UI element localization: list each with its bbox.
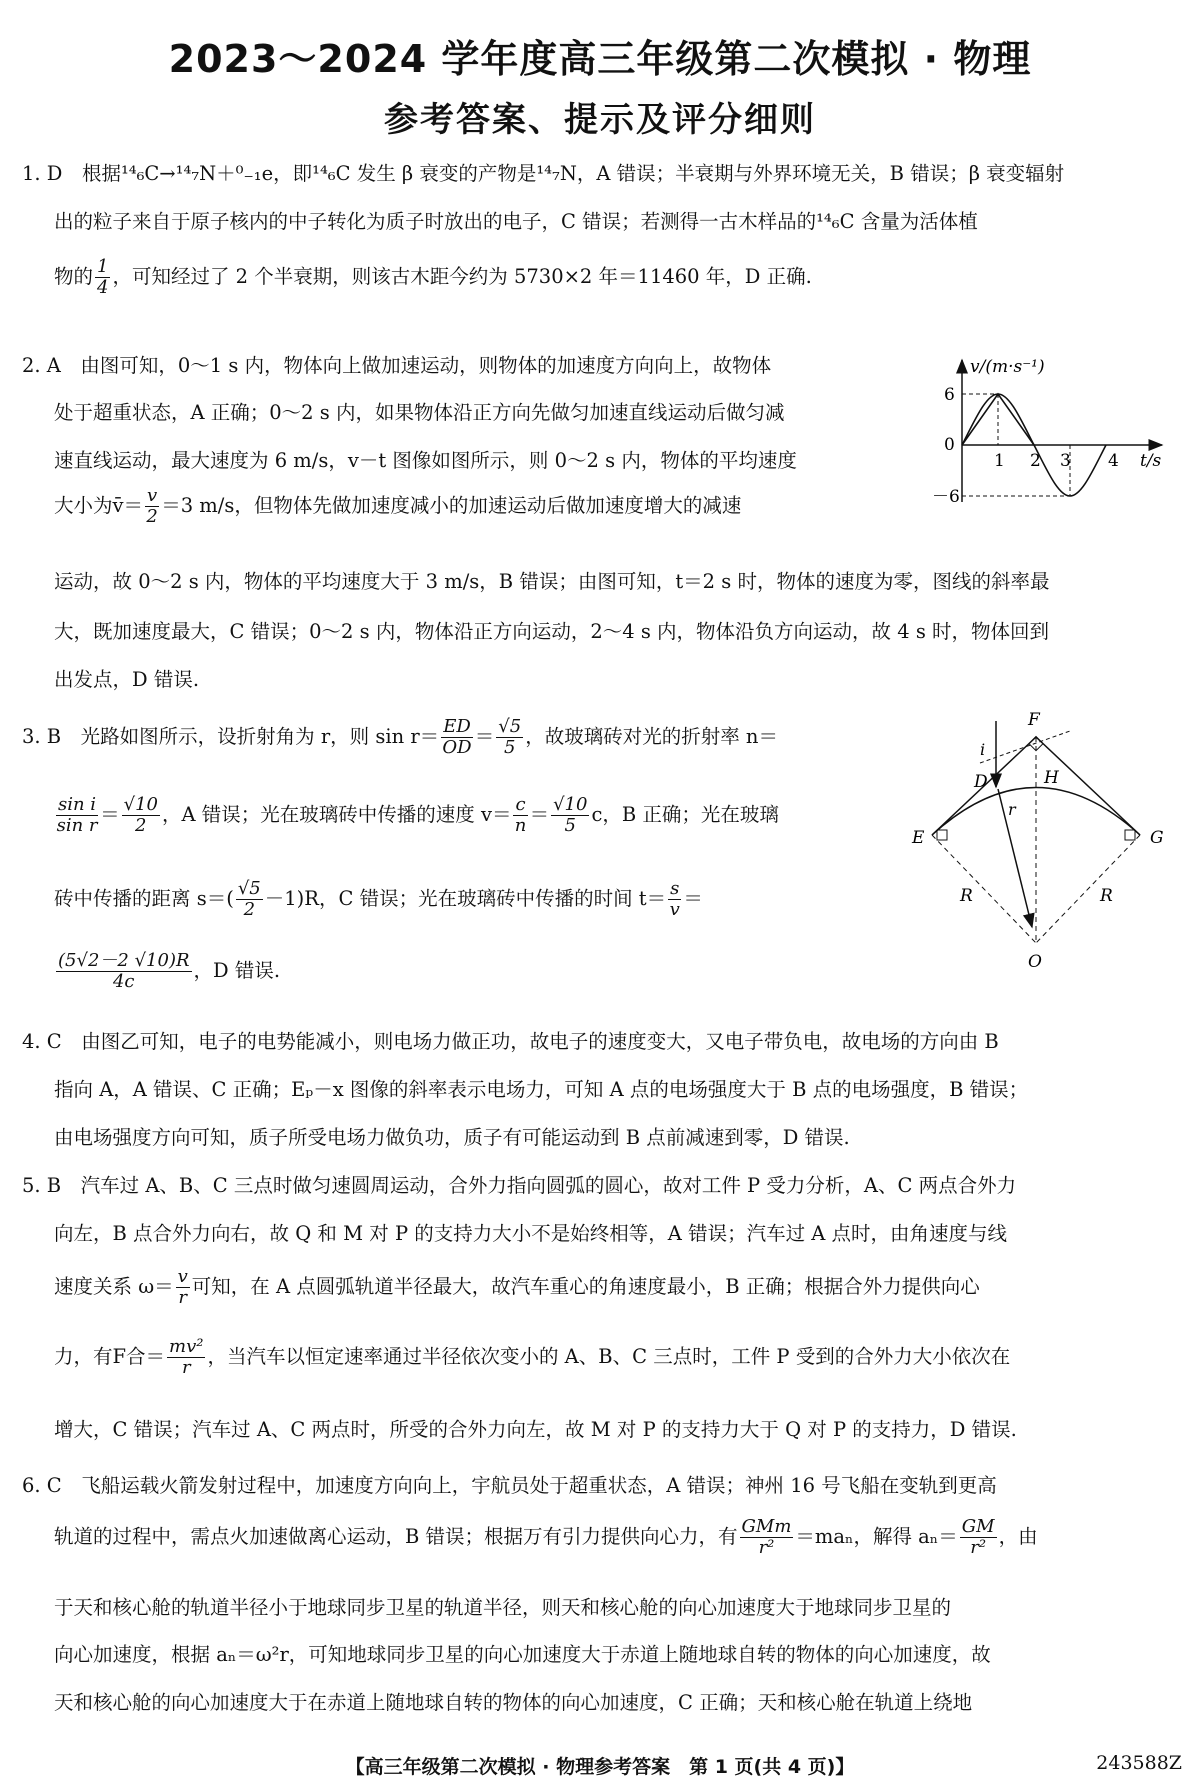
origin-label: 0 (944, 435, 955, 455)
q3-line-2: $\frac{\text{sin i}}{\text{sin r}}$ ＝ $\frac{√10}{2}$ ，A 错误；光在玻璃砖中传播的速度 v＝ $\frac{c}{n}$ ＝ $\frac{√10}{5}$ c，B 正确；光在玻璃 (56, 794, 779, 836)
footer-page-info: 【高三年级第二次模拟 · 物理参考答案 第 1 页(共 4 页)】 (345, 1756, 855, 1778)
label-i: i (980, 740, 986, 759)
x-axis-label: t/s (1140, 451, 1162, 471)
q2-line-4: 大小为v̄＝ $\frac{v}{2}$ ＝3 m/s，但物体先做加速度减小的加速运动后做加速度增大的减速 (54, 485, 742, 527)
q3-line-3: 砖中传播的距离 s＝( $\frac{√5}{2}$ －1)R，C 错误；光在玻璃砖中传播的时间 t＝ $\frac{s}{v}$ ＝ (54, 878, 703, 920)
q2-line-2: 处于超重状态，A 正确；0～2 s 内，如果物体沿正方向先做匀加速直线运动后做匀减 (54, 401, 785, 424)
optics-diagram (910, 705, 1170, 975)
label-G: G (1150, 828, 1164, 848)
label-R-right: R (1100, 886, 1113, 906)
label-D: D (974, 772, 988, 792)
q3-line-1: 3. B 光路如图所示，设折射角为 r，则 sin r＝ $\frac{ED}{OD}$ ＝ $\frac{√5}{5}$ ，故玻璃砖对光的折射率 n＝ (22, 716, 778, 758)
q5-line-3: 速度关系 ω＝ $\frac{v}{r}$ 可知，在 A 点圆弧轨道半径最大，故汽车重心的角速度最小，B 正确；根据合外力提供向心 (54, 1266, 980, 1308)
q2-line-6: 大，既加速度最大，C 错误；0～2 s 内，物体沿正方向运动，2～4 s 内，物体沿负方向运动，故 4 s 时，物体回到 (54, 620, 1050, 643)
x-tick-3: 3 (1060, 451, 1071, 471)
q4-line-2: 指向 A，A 错误、C 正确；Eₚ－x 图像的斜率表示电场力，可知 A 点的电场强度大于 B 点的电场强度，B 错误； (54, 1078, 1029, 1101)
q5-line-2: 向左，B 点合外力向右，故 Q 和 M 对 P 的支持力大小不是始终相等，A 错误；汽车过 A 点时，由角速度与线 (54, 1222, 1008, 1245)
page-title: 2023～2024 学年度高三年级第二次模拟 · 物理 (168, 37, 1032, 81)
x-tick-4: 4 (1108, 451, 1119, 471)
label-H: H (1044, 768, 1059, 788)
page-subtitle: 参考答案、提示及评分细则 (384, 100, 816, 140)
label-R-left: R (960, 886, 973, 906)
q2-line-3: 速直线运动，最大速度为 6 m/s，v－t 图像如图所示，则 0～2 s 内，物体的平均速度 (54, 449, 797, 472)
q5-line-1: 5. B 汽车过 A、B、C 三点时做匀速圆周运动，合外力指向圆弧的圆心，故对工件 P 受力分析，A、C 两点合外力 (22, 1174, 1017, 1197)
q5-line-5: 增大，C 错误；汽车过 A、C 两点时，所受的合外力向左，故 M 对 P 的支持力大于 Q 对 P 的支持力，D 错误. (54, 1418, 1017, 1441)
footer-code: 243588Z (1096, 1752, 1182, 1774)
q6-line-5: 天和核心舱的向心加速度大于在赤道上随地球自转的物体的向心加速度，C 正确；天和核心舱在轨道上绕地 (54, 1691, 973, 1714)
y-tick-neg6: －6 (932, 487, 960, 507)
q2-line-7: 出发点，D 错误. (54, 668, 200, 691)
q1-line-1: 1. D 根据¹⁴₆C→¹⁴₇N＋⁰₋₁e，即¹⁴₆C 发生 β 衰变的产物是¹⁴₇N，A 错误；半衰期与外界环境无关，B 错误；β 衰变辐射 (22, 162, 1065, 185)
label-O: O (1028, 952, 1042, 972)
y-axis-label: v/(m·s⁻¹) (970, 357, 1045, 377)
q6-line-4: 向心加速度，根据 aₙ＝ω²r，可知地球同步卫星的向心加速度大于赤道上随地球自转的物体的向心加速度，故 (54, 1643, 991, 1666)
vt-graph (930, 352, 1170, 532)
y-tick-6: 6 (944, 385, 955, 405)
q6-line-3: 于天和核心舱的轨道半径小于地球同步卫星的轨道半径，则天和核心舱的向心加速度大于地球同步卫星的 (54, 1596, 952, 1619)
q1-line-2: 出的粒子来自于原子核内的中子转化为质子时放出的电子，C 错误；若测得一古木样品的¹⁴₆C 含量为活体植 (54, 210, 978, 233)
q3-line-4: $\frac{(5√2-2 √10)R}{4c}$ ，D 错误. (58, 950, 281, 992)
q6-line-2: 轨道的过程中，需点火加速做离心运动，B 错误；根据万有引力提供向心力，有 $\frac{\text{GMm}}{\text{r²}}$ ＝maₙ，解得 aₙ＝ $\frac{GM}{\text{r²}}$ ，由 (54, 1516, 1038, 1558)
q1-line-3: 物的 $\frac{1}{4}$ ，可知经过了 2 个半衰期，则该古木距今约为 5730×2 年＝11460 年，D 正确. (54, 256, 812, 298)
q6-line-1: 6. C 飞船运载火箭发射过程中，加速度方向向上，宇航员处于超重状态，A 错误；神州 16 号飞船在变轨到更高 (22, 1474, 997, 1497)
x-tick-1: 1 (994, 451, 1005, 471)
q4-line-1: 4. C 由图乙可知，电子的电势能减小，则电场力做正功，故电子的速度变大，又电子带负电，故电场的方向由 B (22, 1030, 999, 1053)
label-E: E (912, 828, 925, 848)
q5-line-4: 力，有F合＝ $\frac{\text{mv²}}{r}$ ，当汽车以恒定速率通过半径依次变小的 A、B、C 三点时，工件 P 受到的合外力大小依次在 (54, 1336, 1011, 1378)
fraction: $\frac{1}{4}$ (97, 256, 109, 298)
q2-line-5: 运动，故 0～2 s 内，物体的平均速度大于 3 m/s，B 错误；由图可知，t＝2 s 时，物体的速度为零，图线的斜率最 (54, 570, 1050, 593)
label-F: F (1028, 710, 1040, 730)
label-r: r (1008, 800, 1016, 819)
fraction: $\frac{v}{2}$ (146, 485, 158, 527)
x-tick-2: 2 (1030, 451, 1041, 471)
q2-line-1: 2. A 由图可知，0～1 s 内，物体向上做加速运动，则物体的加速度方向向上，故物体 (22, 354, 772, 377)
q4-line-3: 由电场强度方向可知，质子所受电场力做负功，质子有可能运动到 B 点前减速到零，D 错误. (54, 1126, 850, 1149)
